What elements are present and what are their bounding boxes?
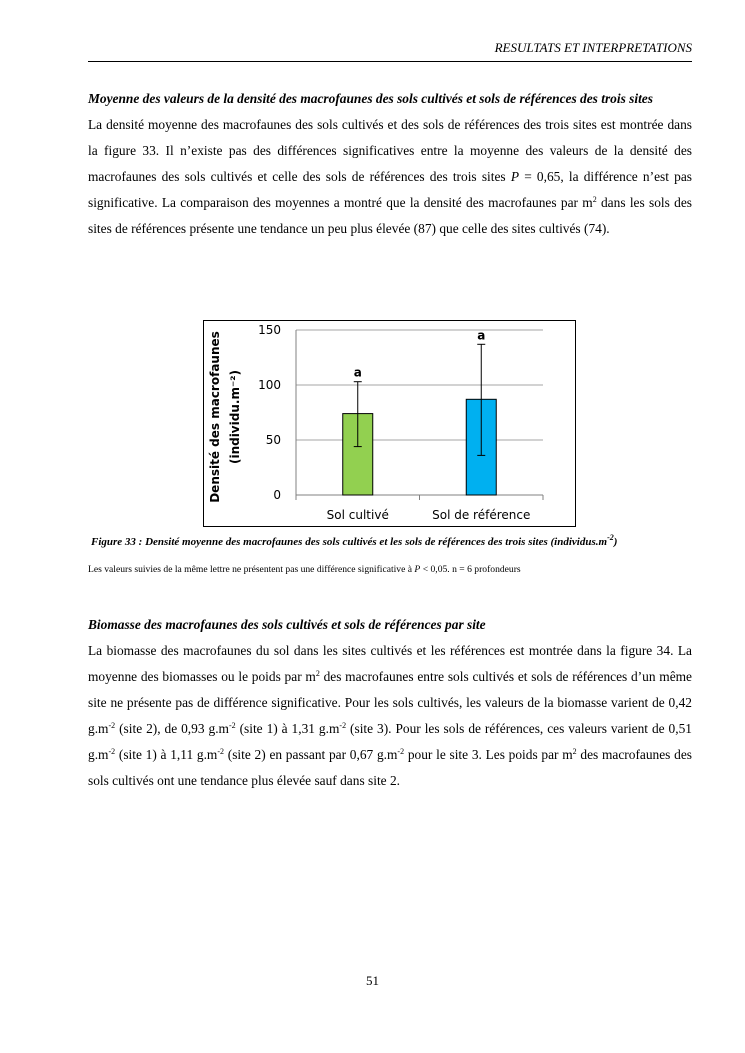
y-axis-label-line1: Densité des macrofaunes — [208, 331, 222, 503]
section-2 — [88, 612, 692, 794]
section-2-heading: Biomasse des macrofaunes des sols cultivés et sols de références par site — [88, 617, 486, 632]
significance-letter: a — [353, 365, 362, 380]
chart-frame — [204, 321, 576, 527]
section-1-heading: Moyenne des valeurs de la densité des macrofaunes des sols cultivés et sols de références des trois sites — [88, 91, 653, 106]
x-category-label: Sol cultivé — [326, 508, 389, 522]
section-2-paragraph: La biomasse des macrofaunes du sol dans les sites cultivés et les références est montrée dans la figure 34. La moyenne des biomasses ou le poids par $m^2$ des macrofaunes entre sols cultivés et sols de références d’un même site ne présente pas de différence significative. Pour les sols cultivés, les valeurs de la biomasse varient de 0,42 $g.m^{-2}$ (site 2), de 0,93 $g.m^{-2}$ (site 1) à 1,31 $g.m^{-2}$ (site 3). Pour les sols de références, ces valeurs varient de 0,51 $g.m^{-2}$ (site 1) à 1,11 $g.m^{-2}$ (site 2) en passant par 0,67 $g.m^{-2}$ pour le site 3. Les poids par $m^2$ des macrofaunes des sols cultivés ont une tendance plus élevée sauf dans site 2. — [88, 643, 693, 788]
y-tick-label: 0 — [273, 488, 281, 502]
density-chart — [203, 320, 576, 527]
y-axis-label-line2: (individu.m⁻²) — [228, 369, 242, 465]
y-tick-label: 150 — [258, 323, 281, 337]
y-tick-label: 100 — [258, 378, 281, 392]
section-1-paragraph: La densité moyenne des macrofaunes des sols cultivés et des sols de références des trois sites est montrée dans la figure 33. Il n’existe pas des différences significatives entre la moyenne des valeurs de la densité des macrofaunes des sols cultivés et celle des sols de références des trois sites P = 0,65, la différence n’est pas significative. La comparaison des moyennes a montré que la densité des macrofaunes par $m^2$ dans les sols des sites de références présente une tendance un peu plus élevée (87) que celle des sites cultivés (74). — [88, 117, 692, 236]
significance-letter: a — [477, 328, 486, 343]
figure-caption: Figure 33 : Densité moyenne des macrofaunes des sols cultivés et les sols de références des trois sites $(individus.m^{-2})$ — [91, 533, 618, 548]
x-category-label: Sol de référence — [432, 508, 531, 522]
section-1 — [88, 86, 692, 242]
page-number: 51 — [366, 973, 379, 988]
figure-note: Les valeurs suivies de la même lettre ne présentent pas une différence significative à P < 0,05. n = 6 profondeurs — [88, 564, 521, 575]
running-header: RESULTATS ET INTERPRETATIONS — [88, 40, 692, 62]
y-tick-label: 50 — [265, 433, 281, 447]
